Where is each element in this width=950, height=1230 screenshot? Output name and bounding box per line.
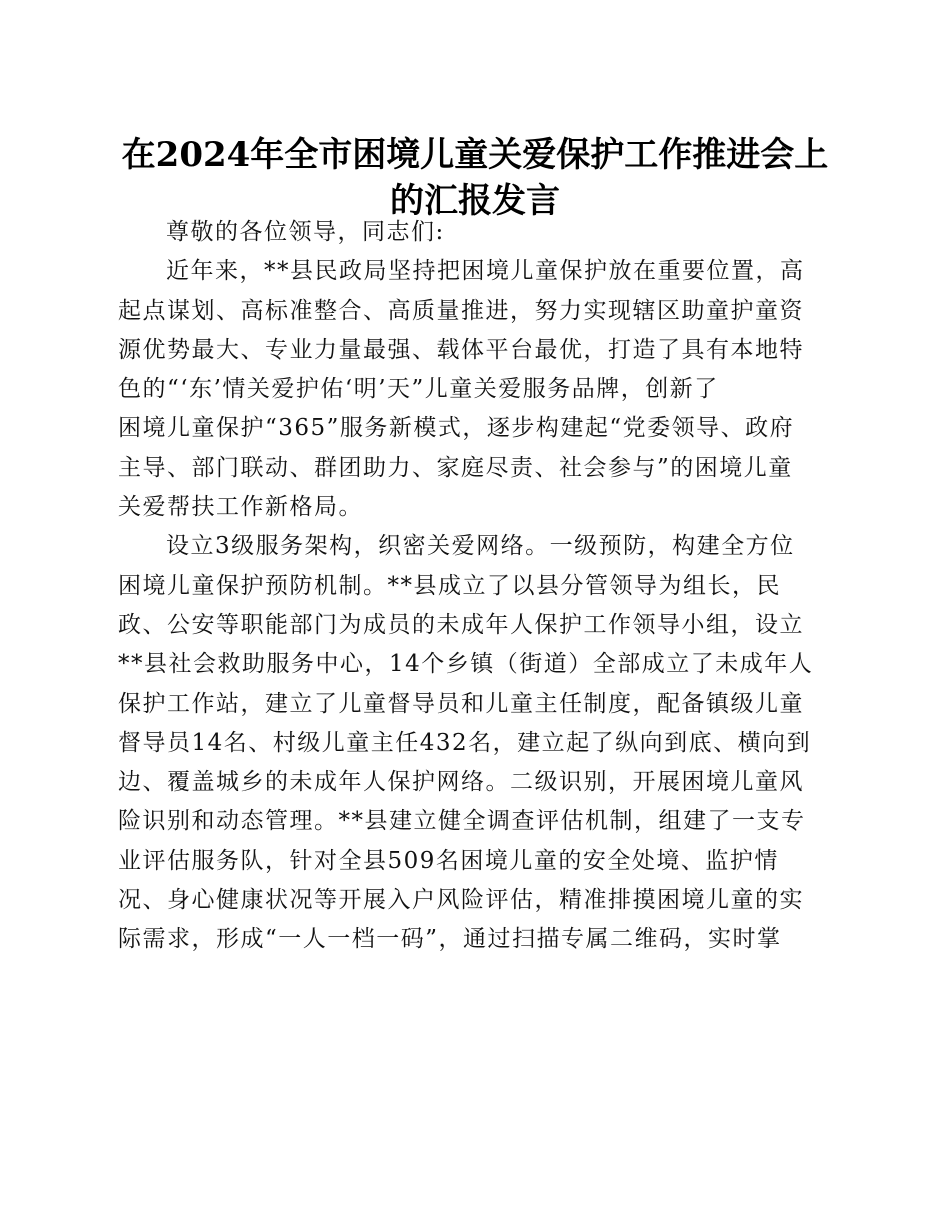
paragraph-service-structure [118,527,838,959]
text-line: 色的“‘东’情关爱护佑‘明’天”儿童关爱服务品牌，创新了 [118,376,719,403]
title-line-2: 的汇报发言 [390,181,560,221]
title-line-1: 在2024年全市困境儿童关爱保护工作推进会上 [121,135,829,175]
salutation-line: 尊敬的各位领导，同志们: [166,219,445,245]
text-line: 政、公安等职能部门为成员的未成年人保护工作领导小组，设立 [118,611,804,638]
text-line: 困境儿童保护预防机制。**县成立了以县分管领导为组长，民 [118,572,781,599]
text-line: 督导员14名、村级儿童主任432名，建立起了纵向到底、横向到 [118,729,812,756]
text-line: 边、覆盖城乡的未成年人保护网络。二级识别，开展困境儿童风 [118,769,804,796]
text-line: **县社会救助服务中心，14个乡镇（街道）全部成立了未成年人 [118,651,814,678]
text-line: 近年来，**县民政局坚持把困境儿童保护放在重要位置，高 [166,258,805,285]
salutation [118,213,838,252]
text-line: 保护工作站，建立了儿童督导员和儿童主任制度，配备镇级儿童 [118,690,804,717]
text-line: 业评估服务队，针对全县509名困境儿童的安全处境、监护情 [118,847,779,874]
text-line: 困境儿童保护“365”服务新模式，逐步构建起“党委领导、政府 [118,415,795,442]
text-line: 主导、部门联动、群团助力、家庭尽责、社会参与”的困境儿童 [118,454,793,481]
text-line: 险识别和动态管理。**县建立健全调查评估机制，组建了一支专 [118,808,806,835]
paragraph-intro [118,252,838,527]
text-line: 况、身心健康状况等开展入户风险评估，精准排摸困境儿童的实 [118,887,804,914]
text-line: 关爱帮扶工作新格局。 [118,494,363,521]
text-line: 际需求，形成“一人一档一码”，通过扫描专属二维码，实时掌 [118,926,782,953]
text-line: 起点谋划、高标准整合、高质量推进，努力实现辖区助童护童资 [118,297,804,324]
document-title [110,132,840,224]
text-line: 设立3级服务架构，织密关爱网络。一级预防，构建全方位 [166,533,795,560]
document-body [118,213,838,960]
text-line: 源优势最大、专业力量最强、载体平台最优，打造了具有本地特 [118,336,804,363]
